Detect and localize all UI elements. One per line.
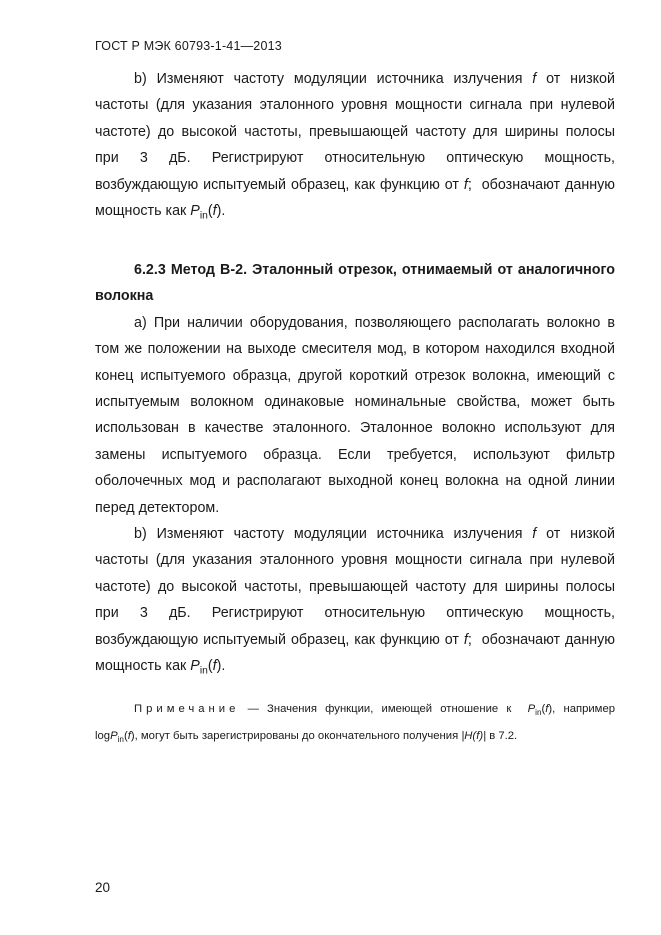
h-expression: |H(f)| [461,730,487,742]
paragraph-item-b-2: b) Изменяют частоту модуляции источника излучения f от низкой частоты (для указания эталонного уровня мощности сигнала при нулевой частоте) до высокой частоты, превышающей частоту для ширины полосы при 3 дБ. Регистрируют относительную оптическую мощность, возбуждающую испытуемый образец, как функцию от f; обозначают данную мощность как $P_{in}(f)$. [95,526,615,677]
section-1 [95,66,615,224]
note-block [95,696,615,750]
note-paragraph: Примечание — Значения функции, имеющей отношение к $P_{in}(f)$, например logP$_{in}$(f), могут быть зарегистрированы до окончательного получения |H(f)| в 7.2. [95,703,616,744]
page-header: ГОСТ Р МЭК 60793-1-41—2013 [95,39,282,53]
section-heading: 6.2.3 Метод В-2. Эталонный отрезок, отнимаемый от аналогичного волокна [95,262,615,305]
page-number: 20 [95,880,111,895]
section-2 [95,257,615,680]
note-label: Примечание [134,703,240,715]
paragraph-item-b: b) Изменяют частоту модуляции источника излучения f от низкой частоты (для указания эталонного уровня мощности сигнала при нулевой частоте) до высокой частоты, превышающей частоту для ширины полосы при 3 дБ. Регистрируют относительную оптическую мощность, возбуждающую испытуемый образец, как функцию от f; обозначают данную мощность как $P_{in}(f)$. [95,71,615,222]
paragraph-item-a: а) При наличии оборудования, позволяющего располагать волокно в том же положении на выходе смесителя мод, в котором находился входной конец испытуемого образца, другой короткий отрезок волокна, имеющий с испытуемым волокном одинаковые номинальные свойства, может быть использован в качестве эталонного. Эталонное волокно используют для замены испытуемого образца. Если требуется, используют фильтр оболочечных мод и располагают выходной конец волокна на одной линии перед детектором. [95,314,615,516]
